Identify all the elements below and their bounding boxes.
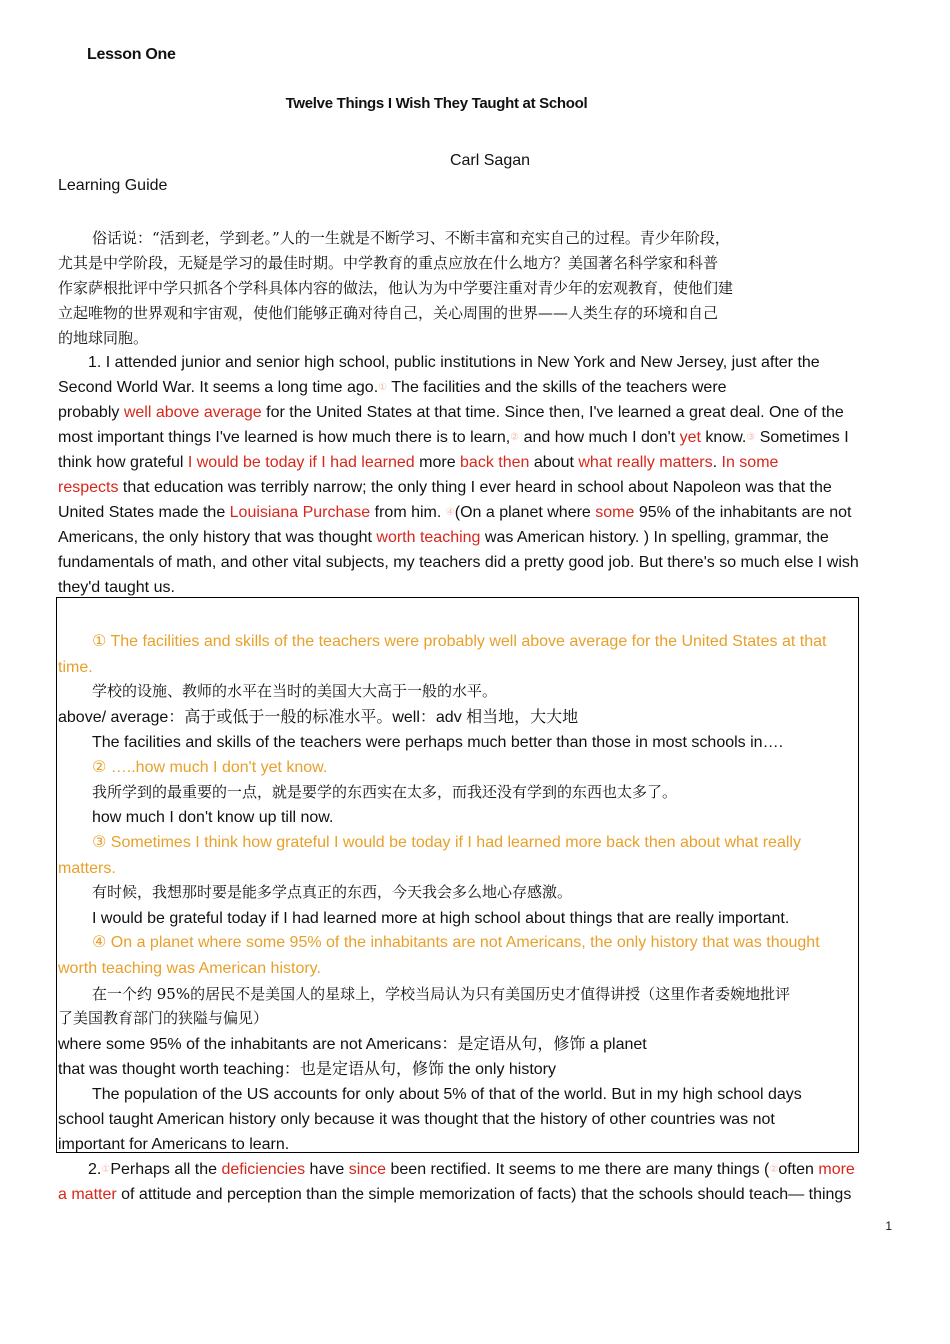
note-1-paraphrase: The facilities and skills of the teachers were perhaps much better than those in most schools in…. bbox=[92, 734, 784, 751]
note-3-translation: 有时候，我想那时要是能多学点真正的东西，今天我会多么地心存感激。 bbox=[92, 883, 573, 901]
highlight: more bbox=[818, 1161, 855, 1178]
note-1-heading: ① The facilities and skills of the teachers were probably well above average for the United States at that bbox=[92, 633, 827, 650]
note-4-translation: 在一个约 95%的居民不是美国人的星球上，学校当局认为只有美国历史才值得讲授（这里作者委婉地批评 bbox=[92, 985, 791, 1003]
highlight: a matter bbox=[58, 1186, 117, 1203]
note-4-heading: ④ On a planet where some 95% of the inhabitants are not Americans, the only history that was thought bbox=[92, 934, 820, 951]
note-marker: ① bbox=[101, 1164, 111, 1175]
author-name: Carl Sagan bbox=[449, 152, 531, 169]
intro-line: 立起唯物的世界观和宇宙观，使他们能够正确对待自己，关心周围的世界——人类生存的环境和自己 bbox=[58, 304, 719, 322]
note-marker: ② bbox=[510, 432, 520, 443]
note-1-translation: 学校的设施、教师的水平在当时的美国大大高于一般的水平。 bbox=[92, 682, 498, 700]
note-4-grammar-2: that was thought worth teaching：也是定语从句，修饰 the only history bbox=[58, 1059, 557, 1078]
para1-line: most important things I've learned is how much there is to learn,② and how much I don't yet know.③ Sometimes I bbox=[58, 429, 849, 446]
para1-line: think how grateful I would be today if I had learned more back then about what really matters. In some bbox=[58, 454, 779, 471]
note-marker: ① bbox=[378, 382, 388, 393]
para1-line: fundamentals of math, and other vital subjects, my teachers did a pretty good job. But there's so much else I wish bbox=[58, 554, 859, 571]
note-1-heading-cont: time. bbox=[58, 659, 93, 676]
highlight: since bbox=[348, 1161, 387, 1178]
note-2-paraphrase: how much I don't know up till now. bbox=[92, 809, 334, 826]
note-3-heading: ③ Sometimes I think how grateful I would be today if I had learned more back then about what really bbox=[92, 834, 801, 851]
intro-line: 作家萨根批评中学只抓各个学科具体内容的做法，他认为为中学要注重对青少年的宏观教育，使他们建 bbox=[58, 279, 734, 297]
highlight: In some bbox=[721, 454, 779, 471]
highlight: deficiencies bbox=[221, 1161, 306, 1178]
intro-line: 的地球同胞。 bbox=[58, 329, 149, 347]
page-number: 1 bbox=[885, 1219, 892, 1233]
para1-line: probably well above average for the United States at that time. Since then, I've learned a great deal. One of the bbox=[58, 404, 844, 421]
highlight: yet bbox=[679, 429, 701, 446]
highlight: Louisiana Purchase bbox=[229, 504, 371, 521]
intro-line: 俗话说：“活到老，学到老。”人的一生就是不断学习、不断丰富和充实自己的过程。青少年阶段， bbox=[92, 229, 730, 247]
note-4-grammar-1: where some 95% of the inhabitants are not Americans：是定语从句，修饰 a planet bbox=[58, 1034, 647, 1053]
learning-guide-label: Learning Guide bbox=[58, 177, 168, 194]
lesson-title: Lesson One bbox=[87, 46, 176, 63]
note-4-paraphrase: The population of the US accounts for only about 5% of that of the world. But in my high school days bbox=[92, 1086, 802, 1103]
para1-line: Americans, the only history that was thought worth teaching was American history. ) In spelling, grammar, the bbox=[58, 529, 829, 546]
note-4-heading-cont: worth teaching was American history. bbox=[58, 960, 321, 977]
page-title: Twelve Things I Wish They Taught at School bbox=[285, 95, 588, 112]
highlight: respects bbox=[58, 479, 119, 496]
para1-line: 1. I attended junior and senior high school, public institutions in New York and New Jersey, just after the bbox=[88, 354, 820, 371]
note-2-heading: ② …..how much I don't yet know. bbox=[92, 759, 328, 776]
note-3-paraphrase: I would be grateful today if I had learned more at high school about things that are really important. bbox=[92, 910, 790, 927]
note-3-heading-cont: matters. bbox=[58, 860, 116, 877]
note-1-vocab: above/ average：高于或低于一般的标准水平。well：adv 相当地，大大地 bbox=[58, 707, 579, 726]
para1-line: respects that education was terribly narrow; the only thing I ever heard in school about Napoleon was that the bbox=[58, 479, 832, 496]
highlight: some bbox=[595, 504, 635, 521]
note-marker: ③ bbox=[746, 432, 756, 443]
note-marker: ② bbox=[769, 1164, 779, 1175]
highlight: well above average bbox=[123, 404, 262, 421]
note-marker: ④ bbox=[445, 507, 455, 518]
highlight: worth teaching bbox=[376, 529, 481, 546]
note-4-translation-cont: 了美国教育部门的狭隘与偏见） bbox=[58, 1009, 269, 1027]
note-4-paraphrase-cont: important for Americans to learn. bbox=[58, 1136, 290, 1153]
para1-line: Second World War. It seems a long time ago.① The facilities and the skills of the teachers were bbox=[58, 379, 727, 396]
intro-line: 尤其是中学阶段，无疑是学习的最佳时期。中学教育的重点应放在什么地方？美国著名科学家和科普 bbox=[58, 254, 719, 272]
highlight: what really matters bbox=[578, 454, 713, 471]
para1-line: United States made the Louisiana Purchase from him. ④(On a planet where some 95% of the inhabitants are not bbox=[58, 504, 852, 521]
para1-line: they'd taught us. bbox=[58, 579, 175, 596]
note-2-translation: 我所学到的最重要的一点，就是要学的东西实在太多，而我还没有学到的东西也太多了。 bbox=[92, 783, 678, 801]
note-4-paraphrase-cont: school taught American history only because it was thought that the history of other countries was not bbox=[58, 1111, 775, 1128]
para2-line: a matter of attitude and perception than the simple memorization of facts) that the schools should teach— things bbox=[58, 1186, 852, 1203]
para2-line: 2.①Perhaps all the deficiencies have since been rectified. It seems to me there are many things (②often more bbox=[88, 1161, 855, 1178]
highlight: I would be today if I had learned bbox=[187, 454, 415, 471]
highlight: back then bbox=[460, 454, 530, 471]
